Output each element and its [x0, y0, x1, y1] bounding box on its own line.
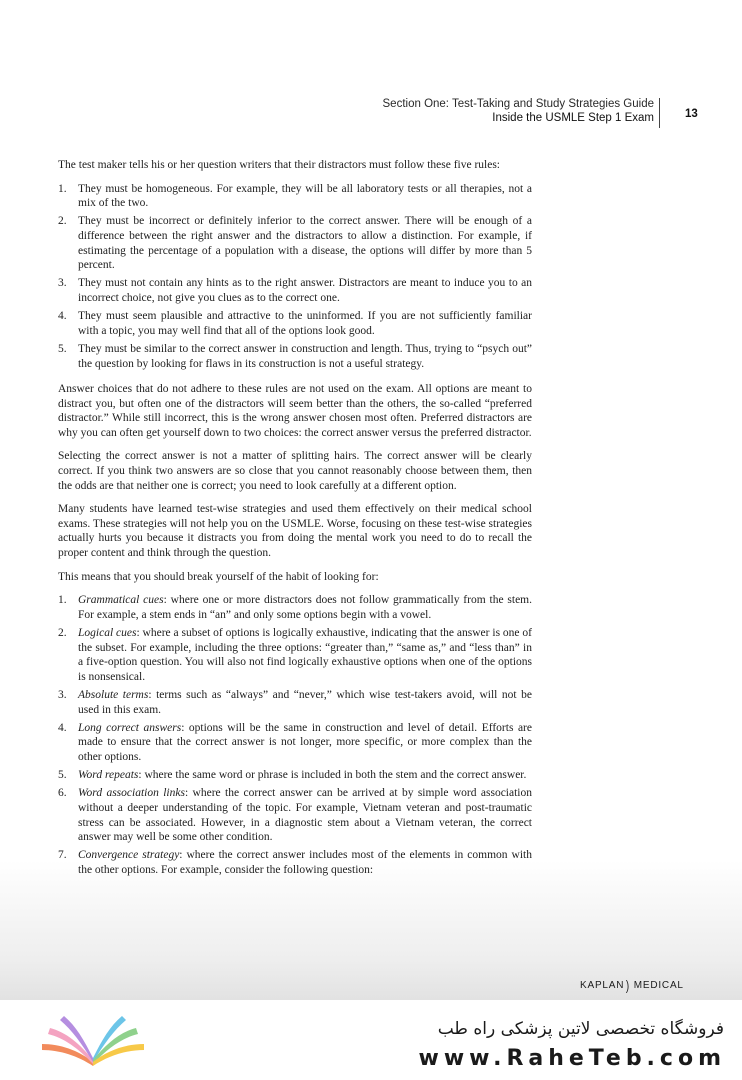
distractor-rules-list: [58, 182, 532, 372]
cue-number: 4.: [58, 721, 67, 734]
cue-number: 6.: [58, 787, 67, 800]
rule-number: 4.: [58, 310, 67, 323]
rule-item: [58, 276, 532, 305]
preferred-distractor-paragraph: Answer choices that do not adhere to these rules are not used on the exam. All options are meant to distract you, but often one of the distractors will seem better than the others, the so-called “preferred distractor.” While still incorrect, this is the wrong answer chosen most often. Preferred distractors are why you can often get yourself down to two choices: the correct answer versus the preferred distractor.: [58, 383, 532, 439]
rule-item: [58, 182, 532, 211]
header-section-title: Section One: Test-Taking and Study Strategies Guide: [382, 98, 654, 110]
cue-text: : where one or more distractors does not follow grammatically from the stem. For example, a stem ends in “an” and only some options begin with a vowel.: [78, 594, 532, 621]
cues-list: [58, 593, 532, 877]
cue-number: 7.: [58, 849, 67, 862]
header-divider: [659, 98, 660, 128]
rule-number: 5.: [58, 342, 67, 355]
cue-text: : where the correct answer includes most of the elements in common with the other options. For example, consider the following question:: [78, 849, 532, 876]
cue-text: : where a subset of options is logically exhaustive, indicating that the answer is one of the subset. For example, including the three options: “greater than,” “same as,” and “less than” in a five-option question. You will also not find logically exhaustive options when one of the options is nonsensical.: [78, 627, 532, 683]
store-url: www.RaheTeb.com: [418, 1046, 726, 1071]
running-header: [383, 97, 654, 125]
cue-item: [58, 721, 532, 765]
cue-item: [58, 786, 532, 844]
rule-text: They must be similar to the correct answer in construction and length. Thus, trying to “psych out” the question by looking for flaws in its construction is not a useful strategy.: [78, 342, 532, 370]
kaplan-swoosh-icon: ): [626, 977, 630, 993]
rule-text: They must not contain any hints as to the right answer. Distractors are meant to induce you to an incorrect choice, not give you clues as to the correct one.: [78, 277, 532, 304]
rule-text: They must be incorrect or definitely inferior to the correct answer. There will be enough of a difference between the right answer and the distractors to allow a distinction. For example, if estimating the percentage of a population with a disease, the options will differ by more than 5 percent.: [78, 215, 532, 272]
cue-text: : where the correct answer can be arrived at by simple word association without a deeper understanding of the topic. For example, Vietnam veteran and post-traumatic stress can be associated. However, in a diagnostic stem about a Vietnam veteran, the correct answer may well be some other condition.: [78, 787, 532, 844]
cue-term: Convergence strategy: [78, 849, 180, 862]
book-logo-icon: [38, 1010, 148, 1070]
page-number: 13: [685, 108, 698, 120]
cue-term: Word repeats: [78, 769, 139, 782]
cue-number: 3.: [58, 688, 67, 701]
cue-text: : options will be the same in construction and level of detail. Efforts are made to ensure that the correct answer is not longer, more specific, or more complex than the other options.: [78, 721, 532, 763]
cue-item: [58, 768, 532, 783]
intro-paragraph: The test maker tells his or her question writers that their distractors must follow these five rules:: [58, 159, 501, 171]
page-body: [58, 158, 532, 888]
cue-item: [58, 626, 532, 684]
kaplan-wordmark: KAPLAN: [580, 979, 625, 991]
cue-number: 1.: [58, 594, 67, 607]
cue-text: : terms such as “always” and “never,” which wise test-takers avoid, will not be used in this exam.: [78, 688, 532, 716]
header-chapter-title: Inside the USMLE Step 1 Exam: [492, 112, 654, 124]
habits-intro-paragraph: This means that you should break yourself of the habit of looking for:: [58, 570, 379, 583]
cue-term: Absolute terms: [78, 688, 149, 701]
rule-number: 1.: [58, 182, 67, 195]
cue-item: [58, 688, 532, 717]
cue-item: [58, 593, 532, 622]
rule-text: They must seem plausible and attractive to the uninformed. If you are not sufficiently familiar with a topic, you may well find that all of the options look good.: [78, 310, 532, 337]
rule-number: 3.: [58, 277, 67, 290]
cue-number: 5.: [58, 769, 67, 782]
cue-term: Word association links: [78, 787, 185, 800]
cue-term: Logical cues: [78, 627, 137, 639]
splitting-hairs-paragraph: Selecting the correct answer is not a matter of splitting hairs. The correct answer will be clearly correct. If you think two answers are so close that you cannot reasonably choose between them, then the odds are that neither one is correct; you need to look carefully at a different option.: [58, 450, 532, 492]
cue-item: [58, 848, 532, 877]
rule-number: 2.: [58, 215, 67, 228]
cue-number: 2.: [58, 627, 67, 639]
rule-item: [58, 214, 532, 272]
test-wise-paragraph: Many students have learned test-wise strategies and used them effectively on their medical school exams. These strategies will not help you on the USMLE. Worse, focusing on these test-wise strategies actually hurts you because it distracts you from doing the mental work you need to do to recall the proper content and think through the question.: [58, 503, 532, 560]
cue-term: Grammatical cues: [78, 594, 164, 607]
rule-item: [58, 309, 532, 338]
rule-item: [58, 342, 532, 371]
rule-text: They must be homogeneous. For example, they will be all laboratory tests or all therapies, not a mix of the two.: [78, 182, 532, 210]
store-name: فروشگاه تخصصی لاتین پزشکی راه طب: [437, 1019, 724, 1039]
medical-wordmark: MEDICAL: [633, 979, 684, 991]
cue-text: : where the same word or phrase is included in both the stem and the correct answer.: [138, 769, 527, 782]
cue-term: Long correct answers: [78, 721, 182, 734]
kaplan-medical-logo: [580, 977, 684, 993]
